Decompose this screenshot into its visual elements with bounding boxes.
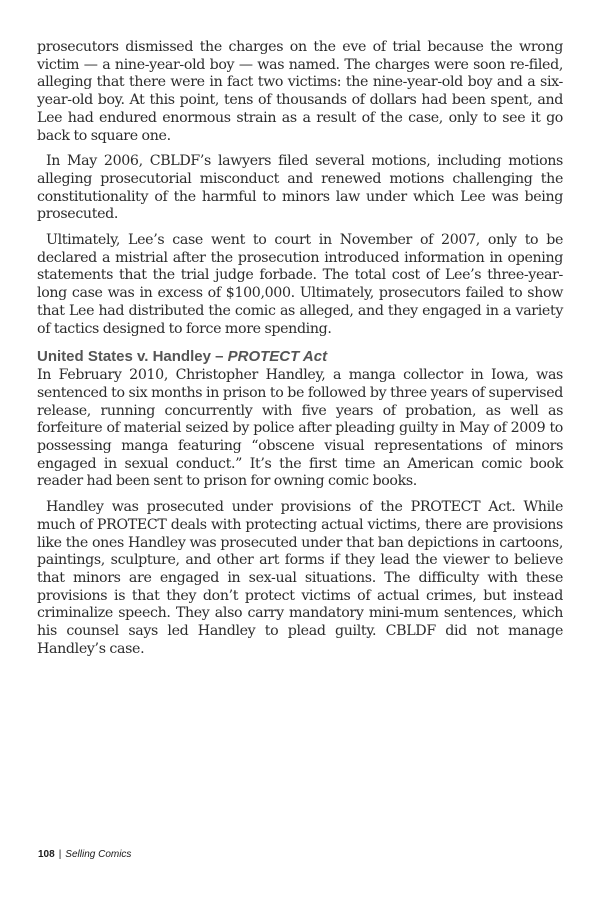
body-paragraph-2: In May 2006, CBLDF’s lawyers filed several motions, including motions alleging prosecutorial misconduct and renewed motions challenging the constitutionality of the harmful to minors law under which Lee was being prosecuted.: [37, 153, 563, 223]
section-heading: [37, 346, 563, 367]
section-heading-italic: PROTECT Act: [227, 348, 328, 366]
body-paragraph-3: Ultimately, Lee’s case went to court in November of 2007, only to be declared a mistrial after the prosecution introduced information in opening statements that the trial judge forbade. The total cost of Lee’s three-year-long case was in excess of $100,000. Ultimately, prosecutors failed to show that Lee had distributed the comic as alleged, and they engaged in a variety of tactics designed to force more spending.: [37, 232, 563, 337]
page-number: 108: [38, 849, 55, 860]
body-paragraph-1: prosecutors dismissed the charges on the eve of trial because the wrong victim — a nine-year-old boy — was named. The charges were soon re-filed, alleging that there were in fact two victims: the nine-year-old boy and a six-year-old boy. At this point, tens of thousands of dollars had been spent, and Lee had endured enormous strain as a result of the case, only to see it go back to square one.: [37, 39, 563, 144]
section-heading-main: United States v. Handley –: [37, 348, 228, 366]
paragraph-gap: [37, 338, 563, 346]
paragraph-gap: [37, 224, 563, 232]
page-content: [37, 39, 563, 659]
body-paragraph-4: In February 2010, Christopher Handley, a manga collector in Iowa, was sentenced to six months in prison to be followed by three years of supervised release, running concurrently with five years of probation, as well as forfeiture of material seized by police after pleading guilty in May of 2009 to possessing manga featuring “obscene visual representations of minors engaged in sexual conduct.” It’s the first time an American comic book reader had been sent to prison for owning comic books.: [37, 367, 563, 490]
book-title: Selling Comics: [65, 849, 132, 860]
paragraph-gap: [37, 145, 563, 153]
paragraph-gap: [37, 491, 563, 499]
body-paragraph-5: Handley was prosecuted under provisions of the PROTECT Act. While much of PROTECT deals with protecting actual victims, there are provisions like the ones Handley was prosecuted under that ban depictions in cartoons, paintings, sculpture, and other art forms if they lead the viewer to believe that minors are engaged in sex-ual situations. The difficulty with these provisions is that they don’t protect victims of actual crimes, but instead criminalize speech. They also carry mandatory mini-mum sentences, which his counsel says led Handley to plead guilty. CBLDF did not manage Handley’s case.: [37, 499, 563, 657]
page-footer: [38, 849, 131, 860]
footer-separator: |: [58, 849, 62, 860]
